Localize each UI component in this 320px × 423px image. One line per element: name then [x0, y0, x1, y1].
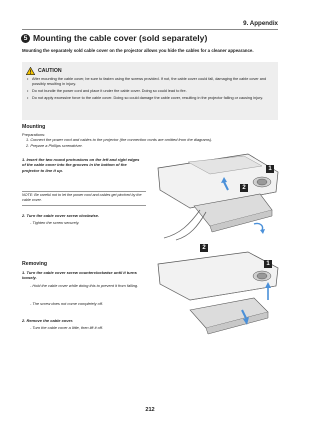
- figure-callout-badge: 2: [240, 184, 248, 192]
- figure-callout-badge: 2: [200, 244, 208, 252]
- mounting-step-2-sub: - Tighten the screw securely.: [30, 220, 80, 225]
- prep-step: 1. Connect the power cord and cables to the projector (the connection cords are omitted from the diagrams).: [26, 137, 213, 142]
- figure-callout-badge: 1: [264, 260, 272, 268]
- mounting-note: NOTE: Be careful not to let the power cord and cables get pinched by the cable cover.: [22, 193, 142, 202]
- page-number: 212: [145, 407, 155, 413]
- caution-item: • Do not bundle the power cord and place it under the cable cover. Doing so could lead to fire.: [27, 89, 275, 94]
- mounting-step-2: 2. Turn the cable cover screw clockwise.: [22, 213, 100, 218]
- preparations-label: Preparations:: [22, 132, 46, 137]
- removing-step-1-sub: - The screw does not come completely off.: [30, 301, 104, 306]
- mounting-illustration: [150, 150, 282, 242]
- section-header: 9. Appendix: [243, 20, 278, 27]
- intro-paragraph: Mounting the separately sold cable cover on the projector allows you hide the cables for a cleaner appearance.: [22, 48, 254, 53]
- caution-item: • Do not apply excessive force to the cable cover. Doing so could damage the cable cover, resulting in the projector falling or causing injury.: [27, 96, 275, 101]
- note-divider-bottom: [22, 205, 146, 206]
- caution-item: • After mounting the cable cover, be sure to fasten using the screws provided. If not, the cable cover could fall, damaging the cable cover and possibly resulting in injury.: [27, 77, 275, 88]
- removing-illustration: [150, 248, 282, 340]
- removing-heading: Removing: [22, 261, 48, 267]
- warning-icon: [26, 67, 35, 75]
- figure-callout-badge: 1: [266, 165, 274, 173]
- title-text: Mounting the cable cover (sold separately): [33, 33, 208, 43]
- caution-list: [27, 77, 275, 103]
- mounting-step-1: 1. Insert the two round protrusions on the left and right edges of the cable cover into the grooves in the bottom of the projector to line it up.: [22, 157, 140, 173]
- caution-heading: [26, 67, 62, 75]
- header-divider: [22, 29, 278, 30]
- page-title: [21, 33, 207, 43]
- removing-step-2-sub: - Turn the cable cover a little, then lift it off.: [30, 325, 104, 330]
- title-number-badge: 5: [21, 34, 30, 43]
- removing-step-2: 2. Remove the cable cover.: [22, 318, 74, 323]
- removing-step-1: 1. Turn the cable cover screw counterclockwise until it turns loosely.: [22, 270, 137, 281]
- note-divider-top: [22, 191, 146, 192]
- caution-label: CAUTION: [38, 68, 62, 74]
- removing-step-1-sub: - Hold the cable cover while doing this to prevent it from falling.: [30, 283, 139, 288]
- prep-step: 2. Prepare a Phillips screwdriver.: [26, 143, 83, 148]
- mounting-heading: Mounting: [22, 124, 46, 130]
